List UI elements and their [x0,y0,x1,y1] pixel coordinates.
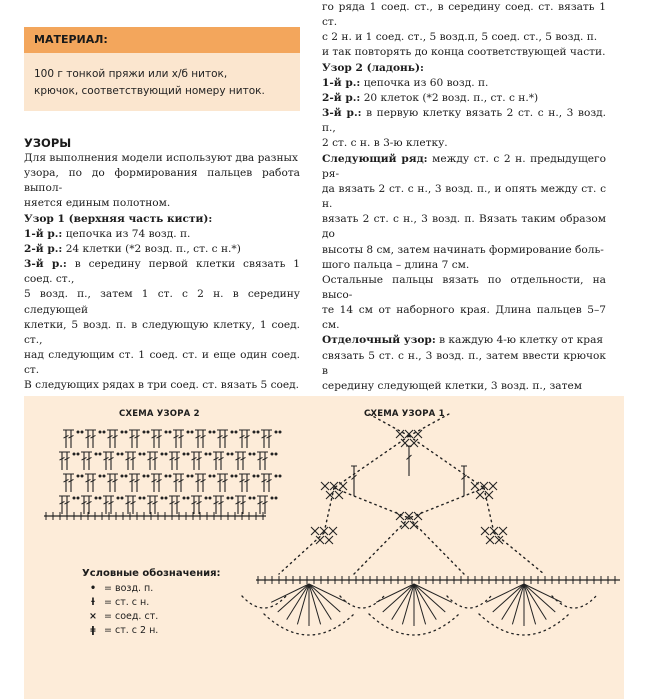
chain-line [334,436,409,488]
material-heading: МАТЕРИАЛ: [24,27,300,53]
chain-stitch-mark [121,453,124,456]
chain-stitch-mark [143,453,146,456]
fan-stitch-mark [309,584,340,612]
chain-stitch-mark [169,475,172,478]
fan-stitch-mark [493,584,524,612]
next-row-line: шого пальца – длина 7 см. [322,258,470,271]
chain-stitch-mark [121,497,124,500]
chain-stitch-mark [77,475,80,478]
chain-stitch-mark [117,453,120,456]
pattern1-row3: 3-й р.: в середину первой клетки связать 1 соед. ст., [24,258,300,286]
crochet-chart-drawing [24,396,624,699]
pattern1-row2: 2-й р.: 24 клетки (*2 возд. п., ст. с н.*) [24,242,241,255]
pattern1-line: над следующим ст. 1 соед. ст. и еще один соед. ст. [24,349,300,377]
fan-stitch-mark [524,584,536,624]
material-line: крючок, соответствующий номеру ниток. [34,85,265,97]
treble-crochet-icon: ǂ [90,625,96,636]
chain-stitch-mark [227,453,230,456]
chain-stitch-mark [99,431,102,434]
fan-stitch-mark [512,584,524,624]
chain-stitch-mark [81,475,84,478]
fingers-line: те 14 см от наборного края. Длина пальцев 5–7 см. [322,304,606,332]
arch-chain [552,596,596,608]
arch-chain [447,596,491,608]
scheme2-chart [44,430,282,520]
chain-stitch-mark [235,475,238,478]
chain-line [409,518,464,574]
chain-stitch-mark [143,431,146,434]
continuation-line: го ряда 1 соед. ст., в середину соед. ст. вязать 1 ст. [322,1,606,29]
scheme1-title: СХЕМА УЗОРА 1 [364,409,445,419]
pattern1-title: Узор 1 (верхняя часть кисти): [24,212,213,225]
chain-stitch-mark [121,475,124,478]
chain-stitch-mark [125,475,128,478]
material-box [24,27,300,111]
chain-stitch-mark [213,475,216,478]
chain-stitch-mark [187,497,190,500]
fan-stitch-mark [309,584,321,624]
material-text [24,53,300,100]
chain-stitch-mark [77,453,80,456]
fan-stitch-mark [524,584,555,612]
pattern1-line: В следующих рядах в три соед. ст. вязать 5 соед. [24,379,300,392]
continuation-line: с 2 н. и 1 соед. ст., 5 возд.п, 5 соед. ст., 5 возд. п. [322,31,598,44]
chain-stitch-mark [187,453,190,456]
chain-stitch-mark [165,453,168,456]
chain-stitch-mark [253,453,256,456]
patterns-title: УЗОРЫ [24,136,72,150]
chain-stitch-mark [209,431,212,434]
chain-stitch-mark [257,475,260,478]
legend [82,568,221,638]
chain-stitch-mark [161,497,164,500]
chain-stitch-mark [99,497,102,500]
fan-stitch-mark [297,584,309,624]
chain-stitch-mark [143,475,146,478]
chain-stitch-mark [183,497,186,500]
chain-line [279,533,324,574]
fan-stitch-mark [402,584,414,624]
double-crochet-icon: ƚ [91,597,95,608]
legend-item: × = соед. ст. [82,610,221,624]
intro-line: няется единым полотном. [24,197,171,210]
fan-stitch-mark [414,584,426,624]
intro-line: Для выполнения модели используют два разных [24,152,298,164]
chain-stitch-mark [187,475,190,478]
finish-line: связать 5 ст. с н., 3 возд. п., затем ввести крючок в [322,349,606,377]
chain-stitch-mark [209,475,212,478]
chain-stitch-mark [205,453,208,456]
chain-stitch-mark [231,497,234,500]
chain-stitch-mark [279,431,282,434]
chain-stitch-mark [231,431,234,434]
chain-stitch-mark [139,453,142,456]
intro-line: узора, по до формирования пальцев работа выпол- [24,167,300,195]
chain-stitch-mark [187,431,190,434]
chain-stitch-mark [271,453,274,456]
crochet-charts [24,396,624,699]
chain-stitch-mark [121,431,124,434]
chain-line [494,533,544,574]
chain-stitch-mark [253,497,256,500]
chain-stitch-mark [191,431,194,434]
chain-stitch-mark [73,453,76,456]
next-row-line: да вязать 2 ст. с н., 3 возд. п., и опять между ст. с н. [322,182,606,211]
chain-stitch-mark [117,497,120,500]
chain-stitch-mark [99,475,102,478]
chain-stitch-mark [81,431,84,434]
chain-stitch-mark [161,453,164,456]
legend-item: • = возд. п. [82,582,221,596]
chain-stitch-mark [165,497,168,500]
chain-stitch-mark [205,497,208,500]
pattern1-line: клетки, 5 возд. п. в следующую клетку, 1 соед. ст., [24,318,300,346]
chain-stitch-mark [213,431,216,434]
chain-stitch-mark [103,431,106,434]
chain-stitch-mark [183,453,186,456]
chain-stitch-mark [253,431,256,434]
chain-stitch-mark [231,453,234,456]
legend-item: ǂ = ст. с 2 н. [82,624,221,638]
chain-stitch-mark [235,431,238,434]
pattern1-row1: 1-й р.: цепочка из 74 возд. п. [24,227,191,240]
scheme2-title: СХЕМА УЗОРА 2 [119,409,200,419]
pattern2-row2: 2-й р.: 20 клеток (*2 возд. п., ст. с н.*) [322,91,539,104]
legend-title: Условные обозначения: [82,568,221,579]
chain-stitch-mark [257,431,260,434]
chain-stitch-mark [95,453,98,456]
pattern2-row1: 1-й р.: цепочка из 60 возд. п. [322,76,489,89]
fan-stitch-mark [383,584,414,612]
material-line: 100 г тонкой пряжи или х/б ниток, [34,68,228,80]
continuation-line: и так повторять до конца соответствующей части. [322,46,606,59]
chain-stitch-mark [77,431,80,434]
fan-stitch-mark [278,584,309,612]
chain-stitch-mark [77,497,80,500]
chain-stitch-mark [143,497,146,500]
chain-stitch-mark [249,453,252,456]
pattern2-title: Узор 2 (ладонь): [322,61,424,74]
scheme1-chart [242,414,620,635]
chain-stitch-mark [95,497,98,500]
chain-stitch-mark [147,431,150,434]
chain-stitch-mark [279,475,282,478]
chain-stitch-mark [73,497,76,500]
slip-stitch-icon: × [89,611,97,622]
chain-stitch-mark [231,475,234,478]
chain-stitch-mark [209,453,212,456]
chain-stitch-mark [275,497,278,500]
chain-stitch-mark [169,431,172,434]
fingers-line: Остальные пальцы вязать по отдельности, на высо- [322,273,606,301]
legend-item: ƚ = ст. с н. [82,596,221,610]
chain-line [354,518,409,574]
chain-stitch-mark [125,431,128,434]
chain-stitch-mark [99,453,102,456]
chain-stitch-mark [275,475,278,478]
chain-stitch-mark [275,431,278,434]
next-row-line: вязать 2 ст. с н., 3 возд. п. Вязать таким образом до [322,213,606,241]
pattern2-line: 2 ст. с н. в 3-ю клетку. [322,137,448,150]
fan-stitch-mark [414,584,445,612]
chain-stitch-mark [209,497,212,500]
chain-line [409,436,484,488]
chain-stitch-mark [147,475,150,478]
chain-stitch-mark [227,497,230,500]
chain-stitch-mark [165,475,168,478]
chain-stitch-mark [253,475,256,478]
chain-stitch-mark [271,497,274,500]
chain-stitch-mark [191,475,194,478]
finish-pattern: Отделочный узор: в каждую 4-ю клетку от края [322,334,604,347]
chain-stitch-mark [165,431,168,434]
chain-stitch-mark [139,497,142,500]
pattern1-line: 5 возд. п., затем 1 ст. с 2 н. в середину следующей [24,288,300,316]
chain-stitch-mark [275,453,278,456]
next-row-line: высоты 8 см, затем начинать формирование боль- [322,243,604,256]
chain-stitch-mark [249,497,252,500]
next-row: Следующий ряд: между ст. с 2 н. предыдущего ря- [322,152,606,180]
finish-line: середину следующей клетки, 3 возд. п., затем [322,379,582,392]
chain-stitch-icon: • [89,583,97,594]
pattern2-row3: 3-й р.: в первую клетку вязать 2 ст. с н., 3 возд. п., [322,107,606,135]
chain-stitch-mark [103,475,106,478]
